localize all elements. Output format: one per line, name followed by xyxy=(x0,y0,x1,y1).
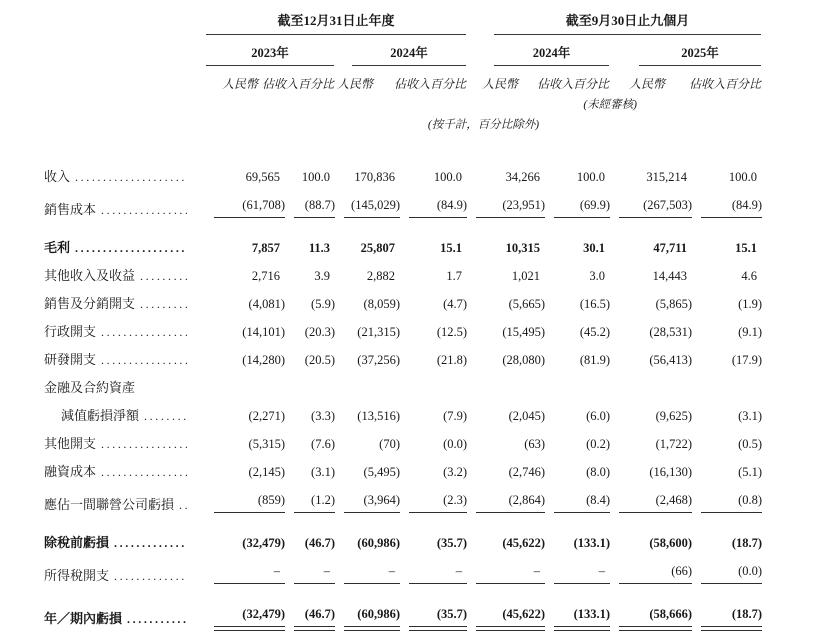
cell-value: (61,708) xyxy=(205,190,285,223)
cell-value: – xyxy=(335,556,400,589)
row-label xyxy=(44,317,205,345)
cell-value: (18.7) xyxy=(731,536,763,550)
period-group-9m xyxy=(467,12,762,36)
subheader-row xyxy=(44,67,762,92)
cell-value: (21.8) xyxy=(436,353,468,367)
cell-value: (859) xyxy=(205,485,285,518)
cell-value: 30.1 xyxy=(583,241,606,255)
period-group-fy xyxy=(205,12,467,36)
cell-value xyxy=(545,373,610,401)
dot-leader xyxy=(144,408,187,424)
row-label xyxy=(44,556,205,589)
unaudited-note: (未經審核) xyxy=(583,99,638,111)
cell-value: (28,531) xyxy=(649,325,693,339)
table-row xyxy=(44,373,762,401)
row-label xyxy=(44,457,205,485)
cell-value: 2,716 xyxy=(251,269,280,283)
cell-value: (5,495) xyxy=(363,465,400,479)
table-header xyxy=(44,12,762,133)
table-body xyxy=(44,133,762,632)
cell-value: (70) xyxy=(379,437,400,451)
cell-value: (5.1) xyxy=(738,465,763,479)
cell-value: (84.9) xyxy=(692,190,762,223)
table-row xyxy=(44,556,762,589)
dot-leader xyxy=(127,611,187,627)
cell-value: (20.5) xyxy=(304,353,335,367)
cell-value: 3.9 xyxy=(314,269,330,283)
subheader-pct-2024fy: 佔收入百分比 xyxy=(394,77,467,91)
cell-value: (2,746) xyxy=(508,465,546,479)
cell-value: (5,865) xyxy=(655,297,693,311)
table-row xyxy=(44,429,762,457)
cell-value: (56,413) xyxy=(649,353,693,367)
year-2023: 2023年 xyxy=(205,36,335,67)
cell-value: 100.0 xyxy=(301,170,330,184)
cell-value: (35.7) xyxy=(400,589,467,632)
cell-value: (58,666) xyxy=(610,589,692,632)
cell-value: – xyxy=(285,556,335,589)
cell-value: (45,622) xyxy=(502,536,546,550)
cell-value: (133.1) xyxy=(573,536,611,550)
cell-value: (45.2) xyxy=(579,325,611,339)
cell-value: (1.2) xyxy=(285,485,335,518)
cell-value: 170,836 xyxy=(354,170,395,184)
row-label-text: 金融及合約資產 xyxy=(44,380,136,395)
subheader-rmb-2024-9m: 人民幣 xyxy=(482,77,519,91)
row-label-text: 應佔一間聯營公司虧損 xyxy=(44,497,175,512)
subheader-pct-2023: 佔收入百分比 xyxy=(261,77,334,91)
cell-value: (69.9) xyxy=(545,190,610,223)
cell-value: 10,315 xyxy=(505,241,541,255)
dot-leader xyxy=(140,268,187,284)
cell-value xyxy=(285,373,335,401)
row-label-text: 其他收入及收益 xyxy=(44,268,136,283)
dot-leader xyxy=(101,324,187,340)
year-row xyxy=(44,36,762,67)
unaudited-note-row xyxy=(44,92,762,113)
cell-value: (0.8) xyxy=(692,485,762,518)
cell-value: (9,625) xyxy=(655,409,693,423)
cell-value: (6.0) xyxy=(586,409,611,423)
cell-value: 100.0 xyxy=(433,170,463,184)
subheader-rmb-2024fy: 人民幣 xyxy=(336,77,373,91)
row-label xyxy=(44,485,205,518)
cell-value: (81.9) xyxy=(579,353,611,367)
subheader-rmb-2023: 人民幣 xyxy=(221,77,258,91)
cell-value: (15,495) xyxy=(502,325,546,339)
row-label-text: 行政開支 xyxy=(44,324,97,339)
dot-leader xyxy=(101,436,187,452)
cell-value: (145,029) xyxy=(335,190,400,223)
cell-value: (8.4) xyxy=(545,485,610,518)
cell-value: (133.1) xyxy=(545,589,610,632)
cell-value: (16.5) xyxy=(579,297,611,311)
cell-value: (2.3) xyxy=(400,485,467,518)
cell-value: 15.1 xyxy=(440,241,463,255)
cell-value: (28,080) xyxy=(502,353,546,367)
row-label-text: 所得稅開支 xyxy=(44,568,110,583)
cell-value: 11.3 xyxy=(308,241,330,255)
cell-value xyxy=(467,373,545,401)
dot-leader xyxy=(75,240,187,256)
table-row xyxy=(44,518,762,556)
dot-leader xyxy=(140,296,187,312)
cell-value: (3.1) xyxy=(311,465,335,479)
cell-value: 1.7 xyxy=(446,269,463,283)
cell-value xyxy=(610,373,692,401)
cell-value: (20.3) xyxy=(304,325,335,339)
cell-value: 25,807 xyxy=(360,241,395,255)
row-label xyxy=(44,373,205,401)
period-group-row xyxy=(44,12,762,36)
cell-value: (88.7) xyxy=(285,190,335,223)
cell-value: (0.2) xyxy=(586,437,611,451)
cell-value: (0.0) xyxy=(443,437,468,451)
cell-value: (63) xyxy=(524,437,546,451)
cell-value: – xyxy=(400,556,467,589)
cell-value: 100.0 xyxy=(576,170,606,184)
cell-value: 7,857 xyxy=(251,241,280,255)
cell-value: (2,468) xyxy=(610,485,692,518)
subheader-rmb-2025-9m: 人民幣 xyxy=(629,77,666,91)
cell-value: (4,081) xyxy=(248,297,285,311)
cell-value: (58,600) xyxy=(649,536,693,550)
table-row xyxy=(44,457,762,485)
table-row xyxy=(44,485,762,518)
cell-value: (14,101) xyxy=(242,325,285,339)
cell-value: (32,479) xyxy=(205,589,285,632)
row-label xyxy=(44,261,205,289)
cell-value: (60,986) xyxy=(335,589,400,632)
cell-value: (35.7) xyxy=(436,536,468,550)
cell-value: (60,986) xyxy=(357,536,400,550)
cell-value: (12.5) xyxy=(436,325,468,339)
cell-value: (46.7) xyxy=(304,536,335,550)
row-label xyxy=(44,190,205,223)
cell-value: 4.6 xyxy=(741,269,758,283)
table-row xyxy=(44,223,762,261)
cell-value: (13,516) xyxy=(357,409,400,423)
cell-value: 15.1 xyxy=(735,241,758,255)
cell-value: (3,964) xyxy=(335,485,400,518)
cell-value: (3.2) xyxy=(443,465,468,479)
cell-value: (5,315) xyxy=(248,437,285,451)
row-label xyxy=(44,133,205,190)
cell-value: (21,315) xyxy=(357,325,400,339)
row-label xyxy=(44,401,205,429)
cell-value: 100.0 xyxy=(728,170,758,184)
cell-value: (9.1) xyxy=(738,325,763,339)
thousands-note: (按千計，百分比除外) xyxy=(427,119,540,131)
table-row xyxy=(44,345,762,373)
cell-value: (17.9) xyxy=(731,353,763,367)
row-label-text: 銷售成本 xyxy=(44,202,97,217)
cell-value: (7.6) xyxy=(311,437,335,451)
cell-value xyxy=(205,373,285,401)
cell-value: (2,045) xyxy=(508,409,546,423)
row-label-text: 銷售及分銷開支 xyxy=(44,296,136,311)
row-label-text: 研發開支 xyxy=(44,352,97,367)
cell-value: 1,021 xyxy=(511,269,541,283)
cell-value: (14,280) xyxy=(242,353,285,367)
cell-value: (8,059) xyxy=(363,297,400,311)
period-group-fy-label: 截至12月31日止年度 xyxy=(206,13,466,35)
cell-value: (46.7) xyxy=(285,589,335,632)
year-2024-fy: 2024年 xyxy=(335,36,467,67)
cell-value: (16,130) xyxy=(649,465,693,479)
table-row xyxy=(44,289,762,317)
cell-value: (5.9) xyxy=(311,297,335,311)
table-row xyxy=(44,401,762,429)
dot-leader xyxy=(114,568,187,584)
income-statement-table xyxy=(44,12,762,632)
cell-value: (8.0) xyxy=(586,465,611,479)
cell-value: – xyxy=(467,556,545,589)
dot-leader xyxy=(101,352,187,368)
cell-value: (3.3) xyxy=(311,409,335,423)
cell-value xyxy=(400,373,467,401)
cell-value: 47,711 xyxy=(653,241,688,255)
cell-value: 34,266 xyxy=(505,170,541,184)
period-group-9m-label: 截至9月30日止九個月 xyxy=(494,13,761,35)
dot-leader xyxy=(101,464,187,480)
row-label xyxy=(44,223,205,261)
cell-value: – xyxy=(545,556,610,589)
cell-value: (45,622) xyxy=(467,589,545,632)
row-label xyxy=(44,429,205,457)
row-label-text: 融資成本 xyxy=(44,464,97,479)
cell-value: (37,256) xyxy=(357,353,400,367)
table-row xyxy=(44,589,762,632)
cell-value: (7.9) xyxy=(443,409,468,423)
cell-value: (66) xyxy=(610,556,692,589)
table-row xyxy=(44,133,762,190)
dot-leader xyxy=(179,497,187,513)
row-label-text: 減值虧損淨額 xyxy=(61,408,140,423)
cell-value: 3.0 xyxy=(589,269,606,283)
cell-value: (32,479) xyxy=(242,536,285,550)
cell-value: (84.9) xyxy=(400,190,467,223)
cell-value: (18.7) xyxy=(692,589,762,632)
subheader-pct-2025-9m: 佔收入百分比 xyxy=(689,77,762,91)
table-row xyxy=(44,190,762,223)
cell-value: (267,503) xyxy=(610,190,692,223)
subheader-pct-2024-9m: 佔收入百分比 xyxy=(537,77,610,91)
cell-value: 2,882 xyxy=(366,269,395,283)
year-2025-9m: 2025年 xyxy=(610,36,762,67)
row-label-text: 毛利 xyxy=(44,240,71,255)
cell-value: (2,145) xyxy=(248,465,285,479)
row-label-text: 除稅前虧損 xyxy=(44,535,110,550)
dot-leader xyxy=(101,202,187,218)
row-label xyxy=(44,589,205,632)
thousands-note-row xyxy=(44,113,762,133)
cell-value: (0.0) xyxy=(692,556,762,589)
dot-leader xyxy=(75,169,187,185)
row-label-text: 收入 xyxy=(44,169,71,184)
cell-value: (1.9) xyxy=(738,297,763,311)
row-label-text: 年／期內虧損 xyxy=(44,611,123,626)
corner-cell xyxy=(44,12,205,36)
cell-value: (2,271) xyxy=(248,409,285,423)
dot-leader xyxy=(114,535,187,551)
year-2024-9m: 2024年 xyxy=(467,36,610,67)
row-label xyxy=(44,345,205,373)
cell-value xyxy=(335,373,400,401)
cell-value: (0.5) xyxy=(738,437,763,451)
cell-value: 69,565 xyxy=(245,170,280,184)
table-row xyxy=(44,317,762,345)
row-label xyxy=(44,289,205,317)
row-label xyxy=(44,518,205,556)
cell-value: (5,665) xyxy=(508,297,546,311)
cell-value: (23,951) xyxy=(467,190,545,223)
cell-value: – xyxy=(205,556,285,589)
cell-value: 315,214 xyxy=(646,170,688,184)
cell-value: (3.1) xyxy=(738,409,763,423)
row-label-text: 其他開支 xyxy=(44,436,97,451)
table-row xyxy=(44,261,762,289)
cell-value: 14,443 xyxy=(652,269,688,283)
cell-value: (4.7) xyxy=(443,297,468,311)
cell-value: (1,722) xyxy=(655,437,693,451)
cell-value: (2,864) xyxy=(467,485,545,518)
cell-value xyxy=(692,373,762,401)
